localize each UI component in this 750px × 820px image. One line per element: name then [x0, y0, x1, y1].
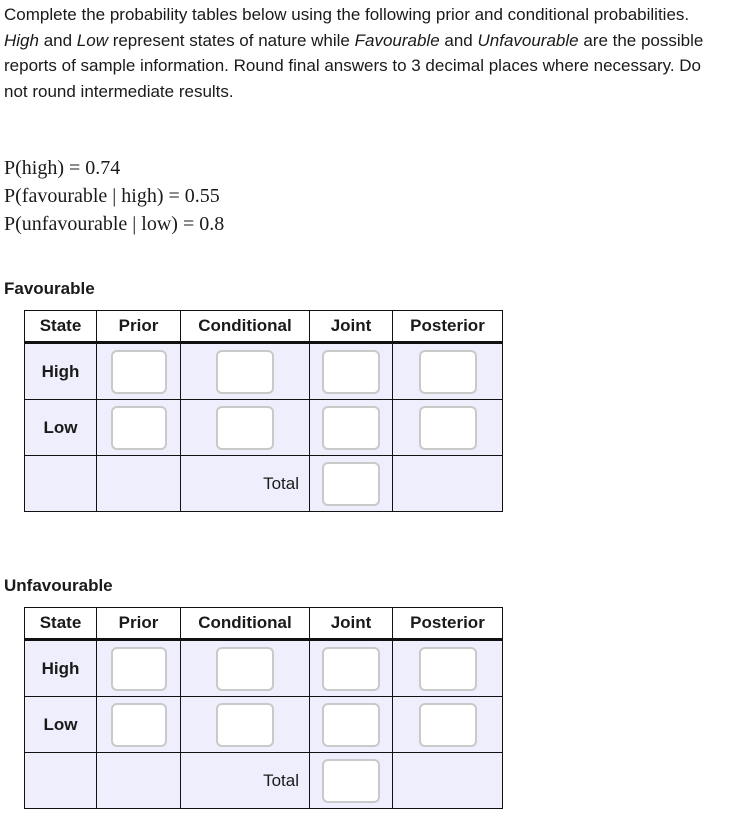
unfav-high-posterior-input[interactable]: [419, 647, 477, 691]
state-low: Low: [25, 697, 97, 753]
header-joint: Joint: [310, 311, 393, 343]
state-high: High: [25, 640, 97, 697]
fav-low-posterior-input[interactable]: [419, 406, 477, 450]
instructions-part: and: [38, 30, 77, 50]
fav-low-prior-input[interactable]: [111, 406, 167, 450]
unfav-high-conditional-input[interactable]: [216, 647, 274, 691]
unfav-high-prior-input[interactable]: [111, 647, 167, 691]
header-posterior: Posterior: [393, 311, 503, 343]
table-row-high: [25, 343, 503, 400]
instructions-part: and: [439, 30, 478, 50]
header-joint: Joint: [310, 608, 393, 640]
state-high: High: [25, 343, 97, 400]
given-probabilities: [4, 154, 224, 238]
instructions-high: High: [4, 30, 39, 50]
unfav-total-joint-input[interactable]: [322, 759, 380, 803]
unfav-low-prior-input[interactable]: [111, 703, 167, 747]
table-header-row: [25, 608, 503, 640]
instructions-low: Low: [76, 30, 108, 50]
header-state: State: [25, 608, 97, 640]
table-row-total: [25, 456, 503, 512]
instructions-part: represent states of nature while: [107, 30, 355, 50]
table-row-total: [25, 753, 503, 809]
header-prior: Prior: [97, 311, 181, 343]
header-posterior: Posterior: [393, 608, 503, 640]
fav-low-conditional-input[interactable]: [216, 406, 274, 450]
fav-high-conditional-input[interactable]: [216, 350, 274, 394]
given-p-unfavourable-given-low: P(unfavourable | low) = 0.8: [4, 213, 225, 235]
table-row-high: [25, 640, 503, 697]
given-p-high: P(high) = 0.74: [4, 157, 121, 179]
header-conditional: Conditional: [181, 608, 310, 640]
fav-high-prior-input[interactable]: [111, 350, 167, 394]
instructions-part: Complete the probability tables below using the following prior and conditional probabilities.: [4, 5, 690, 24]
given-p-favourable-given-high: P(favourable | high) = 0.55: [4, 185, 220, 207]
instructions-favourable: Favourable: [354, 30, 440, 50]
instructions-text: [4, 2, 704, 105]
instructions-unfavourable: Unfavourable: [477, 30, 579, 50]
unfav-high-joint-input[interactable]: [322, 647, 380, 691]
unfav-low-joint-input[interactable]: [322, 703, 380, 747]
unfav-low-posterior-input[interactable]: [419, 703, 477, 747]
fav-total-joint-input[interactable]: [322, 462, 380, 506]
header-conditional: Conditional: [181, 311, 310, 343]
instructions-part: are the possible reports of sample information. Round final answers to 3 decimal places where necessary. Do not round intermediate results.: [4, 30, 704, 102]
header-prior: Prior: [97, 608, 181, 640]
fav-high-joint-input[interactable]: [322, 350, 380, 394]
favourable-title: Favourable: [4, 279, 95, 298]
table-header-row: [25, 311, 503, 343]
state-low: Low: [25, 400, 97, 456]
fav-high-posterior-input[interactable]: [419, 350, 477, 394]
unfavourable-table: [24, 607, 503, 809]
total-label: Total: [181, 753, 310, 809]
fav-low-joint-input[interactable]: [322, 406, 380, 450]
table-row-low: [25, 400, 503, 456]
total-label: Total: [181, 456, 310, 512]
header-state: State: [25, 311, 97, 343]
favourable-table: [24, 310, 503, 512]
table-row-low: [25, 697, 503, 753]
unfavourable-title: Unfavourable: [4, 576, 113, 595]
unfav-low-conditional-input[interactable]: [216, 703, 274, 747]
